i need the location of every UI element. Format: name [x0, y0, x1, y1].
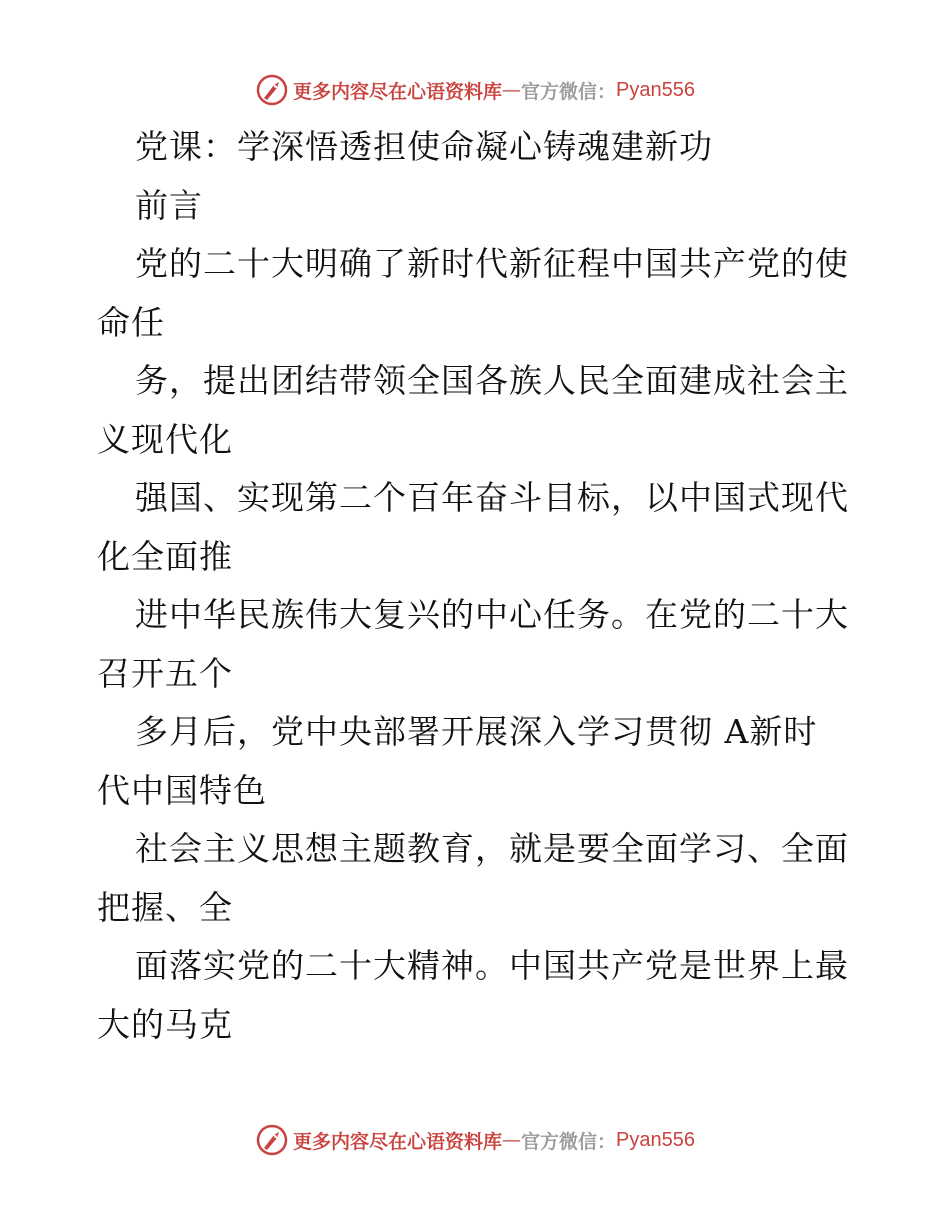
watermark-handle: Pyan556: [616, 78, 695, 101]
text-line: 进中华民族伟大复兴的中心任务。在党的二十大: [135, 595, 849, 634]
text-line: 化全面推: [97, 536, 233, 576]
text-line: 把握、全: [97, 887, 233, 927]
document-body: [97, 118, 857, 1054]
text-line: 社会主义思想主题教育，就是要全面学习、全面: [135, 829, 849, 868]
pen-nib-logo-icon: [255, 73, 289, 107]
watermark-dash: —: [502, 1129, 522, 1151]
document-title: 党课：学深悟透担使命凝心铸魂建新功: [135, 127, 713, 166]
watermark-handle: Pyan556: [616, 1128, 695, 1151]
watermark-site-text: 更多内容尽在心语资料库: [293, 80, 503, 103]
watermark-label: 官方微信：: [521, 1130, 617, 1153]
text-line: 强国、实现第二个百年奋斗目标，以中国式现代: [135, 478, 849, 517]
text-line: 代中国特色: [97, 770, 267, 810]
text-line: 务，提出团结带领全国各族人民全面建成社会主: [135, 361, 849, 400]
text-line: 义现代化: [97, 419, 233, 459]
watermark-dash: —: [502, 79, 522, 101]
text-line: 多月后，党中央部署开展深入学习贯彻 A新时: [135, 712, 818, 751]
text-line: 前言: [135, 185, 203, 225]
text-line: 大的马克: [97, 1004, 233, 1044]
text-line: 召开五个: [97, 653, 233, 693]
watermark-label: 官方微信：: [521, 80, 617, 103]
text-line: 命任: [97, 302, 165, 342]
footer-watermark-banner: [0, 1120, 950, 1160]
pen-nib-logo-icon: [255, 1123, 289, 1157]
header-watermark-banner: [0, 70, 950, 110]
watermark-site-text: 更多内容尽在心语资料库: [293, 1130, 503, 1153]
text-line: 党的二十大明确了新时代新征程中国共产党的使: [135, 244, 849, 283]
text-line: 面落实党的二十大精神。中国共产党是世界上最: [135, 946, 849, 985]
